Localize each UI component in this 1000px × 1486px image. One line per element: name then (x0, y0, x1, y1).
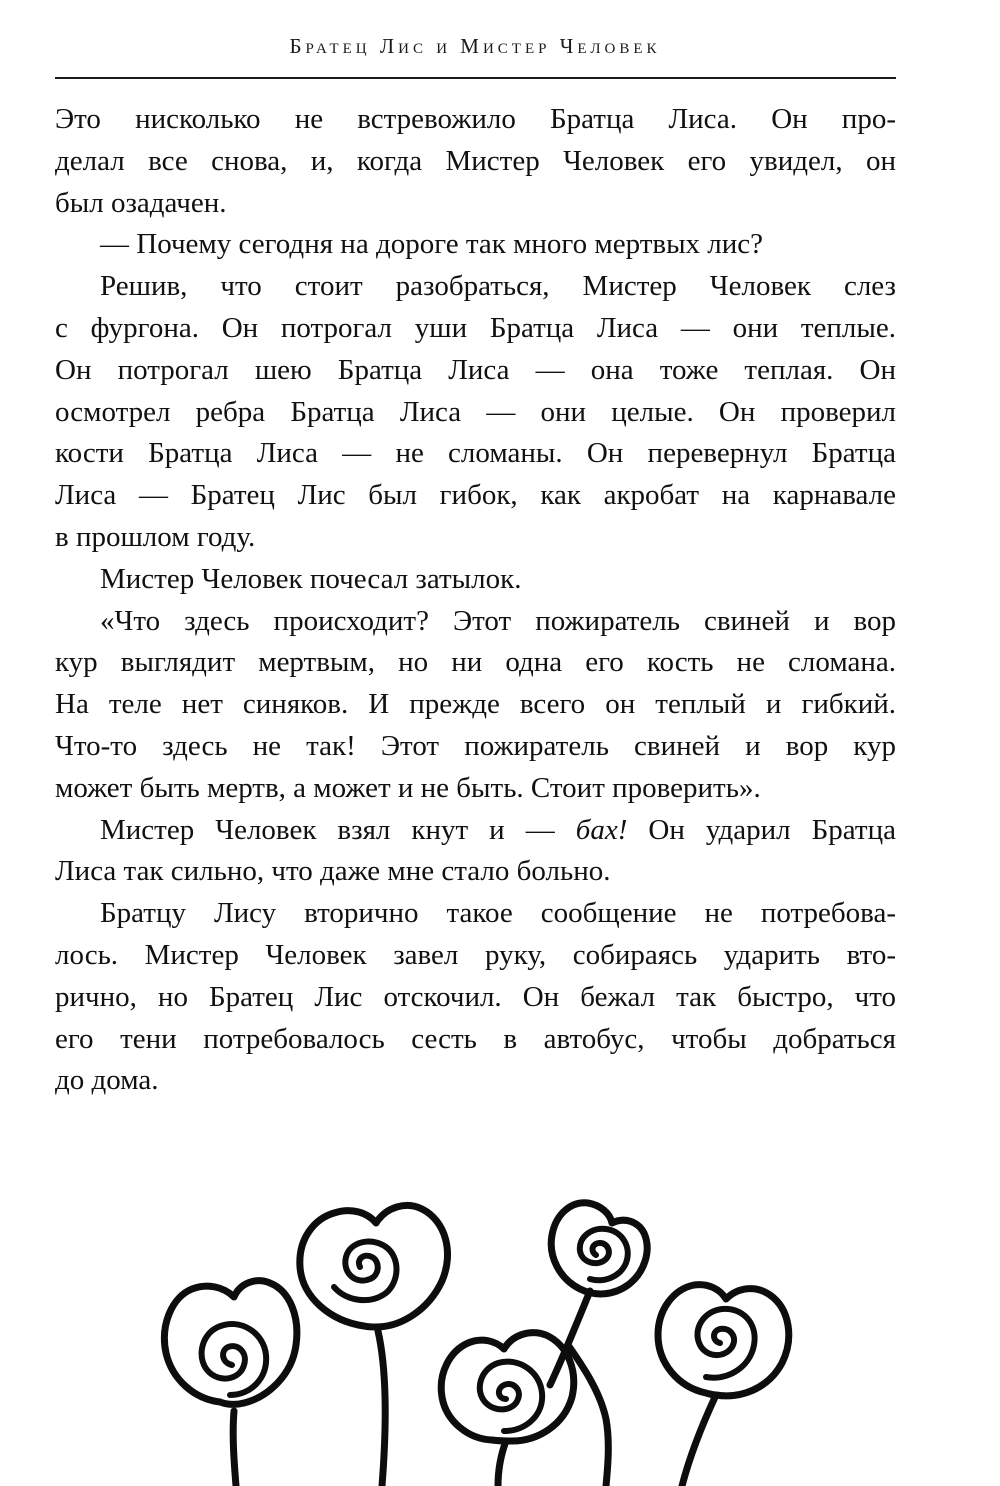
text-line: делал все снова, и, когда Мистер Человек его увидел, он (55, 144, 896, 177)
text-line: На теле нет синяков. И прежде всего он теплый и гибкий. (55, 688, 896, 721)
text-line: рично, но Братец Лис отскочил. Он бежал так быстро, что (55, 980, 896, 1013)
text-line: Мистер Человек почесал затылок. (100, 562, 522, 595)
text-line: — Почему сегодня на дороге так много мертвых лис? (100, 228, 764, 261)
rose-left-icon (164, 1281, 296, 1486)
rose-center-icon (441, 1333, 573, 1486)
text-segment: Мистер Человек взял кнут и — (100, 813, 576, 846)
rose-right-icon (658, 1285, 789, 1486)
text-line: с фургона. Он потрогал уши Братца Лиса — они теплые. (55, 311, 896, 344)
rose-tall-right-icon (550, 1203, 647, 1486)
text-line: Лиса так сильно, что даже мне стало больно. (55, 855, 611, 888)
text-line: кур выглядит мертвым, но ни одна его кость не сломана. (55, 646, 896, 679)
text-line: кости Братца Лиса — не сломаны. Он перевернул Братца (55, 437, 896, 470)
text-line: осмотрел ребра Братца Лиса — они целые. Он проверил (55, 395, 896, 428)
text-line-with-emphasis (55, 810, 896, 852)
text-line: Это нисколько не встревожило Братца Лиса. Он про- (55, 103, 896, 135)
text-line: Что-то здесь не так! Этот пожиратель свиней и вор кур (55, 729, 896, 762)
text-line: был озадачен. (55, 186, 227, 219)
text-line: в прошлом году. (55, 520, 256, 553)
text-line: Решив, что стоит разобраться, Мистер Человек слез (100, 270, 896, 303)
text-line: до дома. (55, 1064, 159, 1097)
roses-illustration-icon (150, 1195, 850, 1486)
running-header: Братец Лис и Мистер Человек (289, 34, 661, 58)
text-segment: Он ударил Братца (627, 813, 896, 846)
emphasis-bah: бах! (575, 813, 628, 846)
text-line: «Что здесь происходит? Этот пожиратель свиней и вор (100, 604, 896, 637)
text-line: лось. Мистер Человек завел руку, собираясь ударить вто- (55, 938, 896, 971)
text-line: Он потрогал шею Братца Лиса — она тоже теплая. Он (55, 353, 896, 386)
rose-tall-left-icon (300, 1205, 448, 1486)
body-text (55, 99, 896, 1102)
text-line: может быть мертв, а может и не быть. Стоит проверить». (55, 771, 761, 804)
text-line: Лиса — Братец Лис был гибок, как акробат на карнавале (55, 479, 896, 512)
text-line: Братцу Лису вторично такое сообщение не потребова- (100, 897, 896, 930)
text-line: его тени потребовалось сесть в автобус, чтобы добраться (55, 1022, 896, 1055)
header-rule (55, 77, 896, 79)
